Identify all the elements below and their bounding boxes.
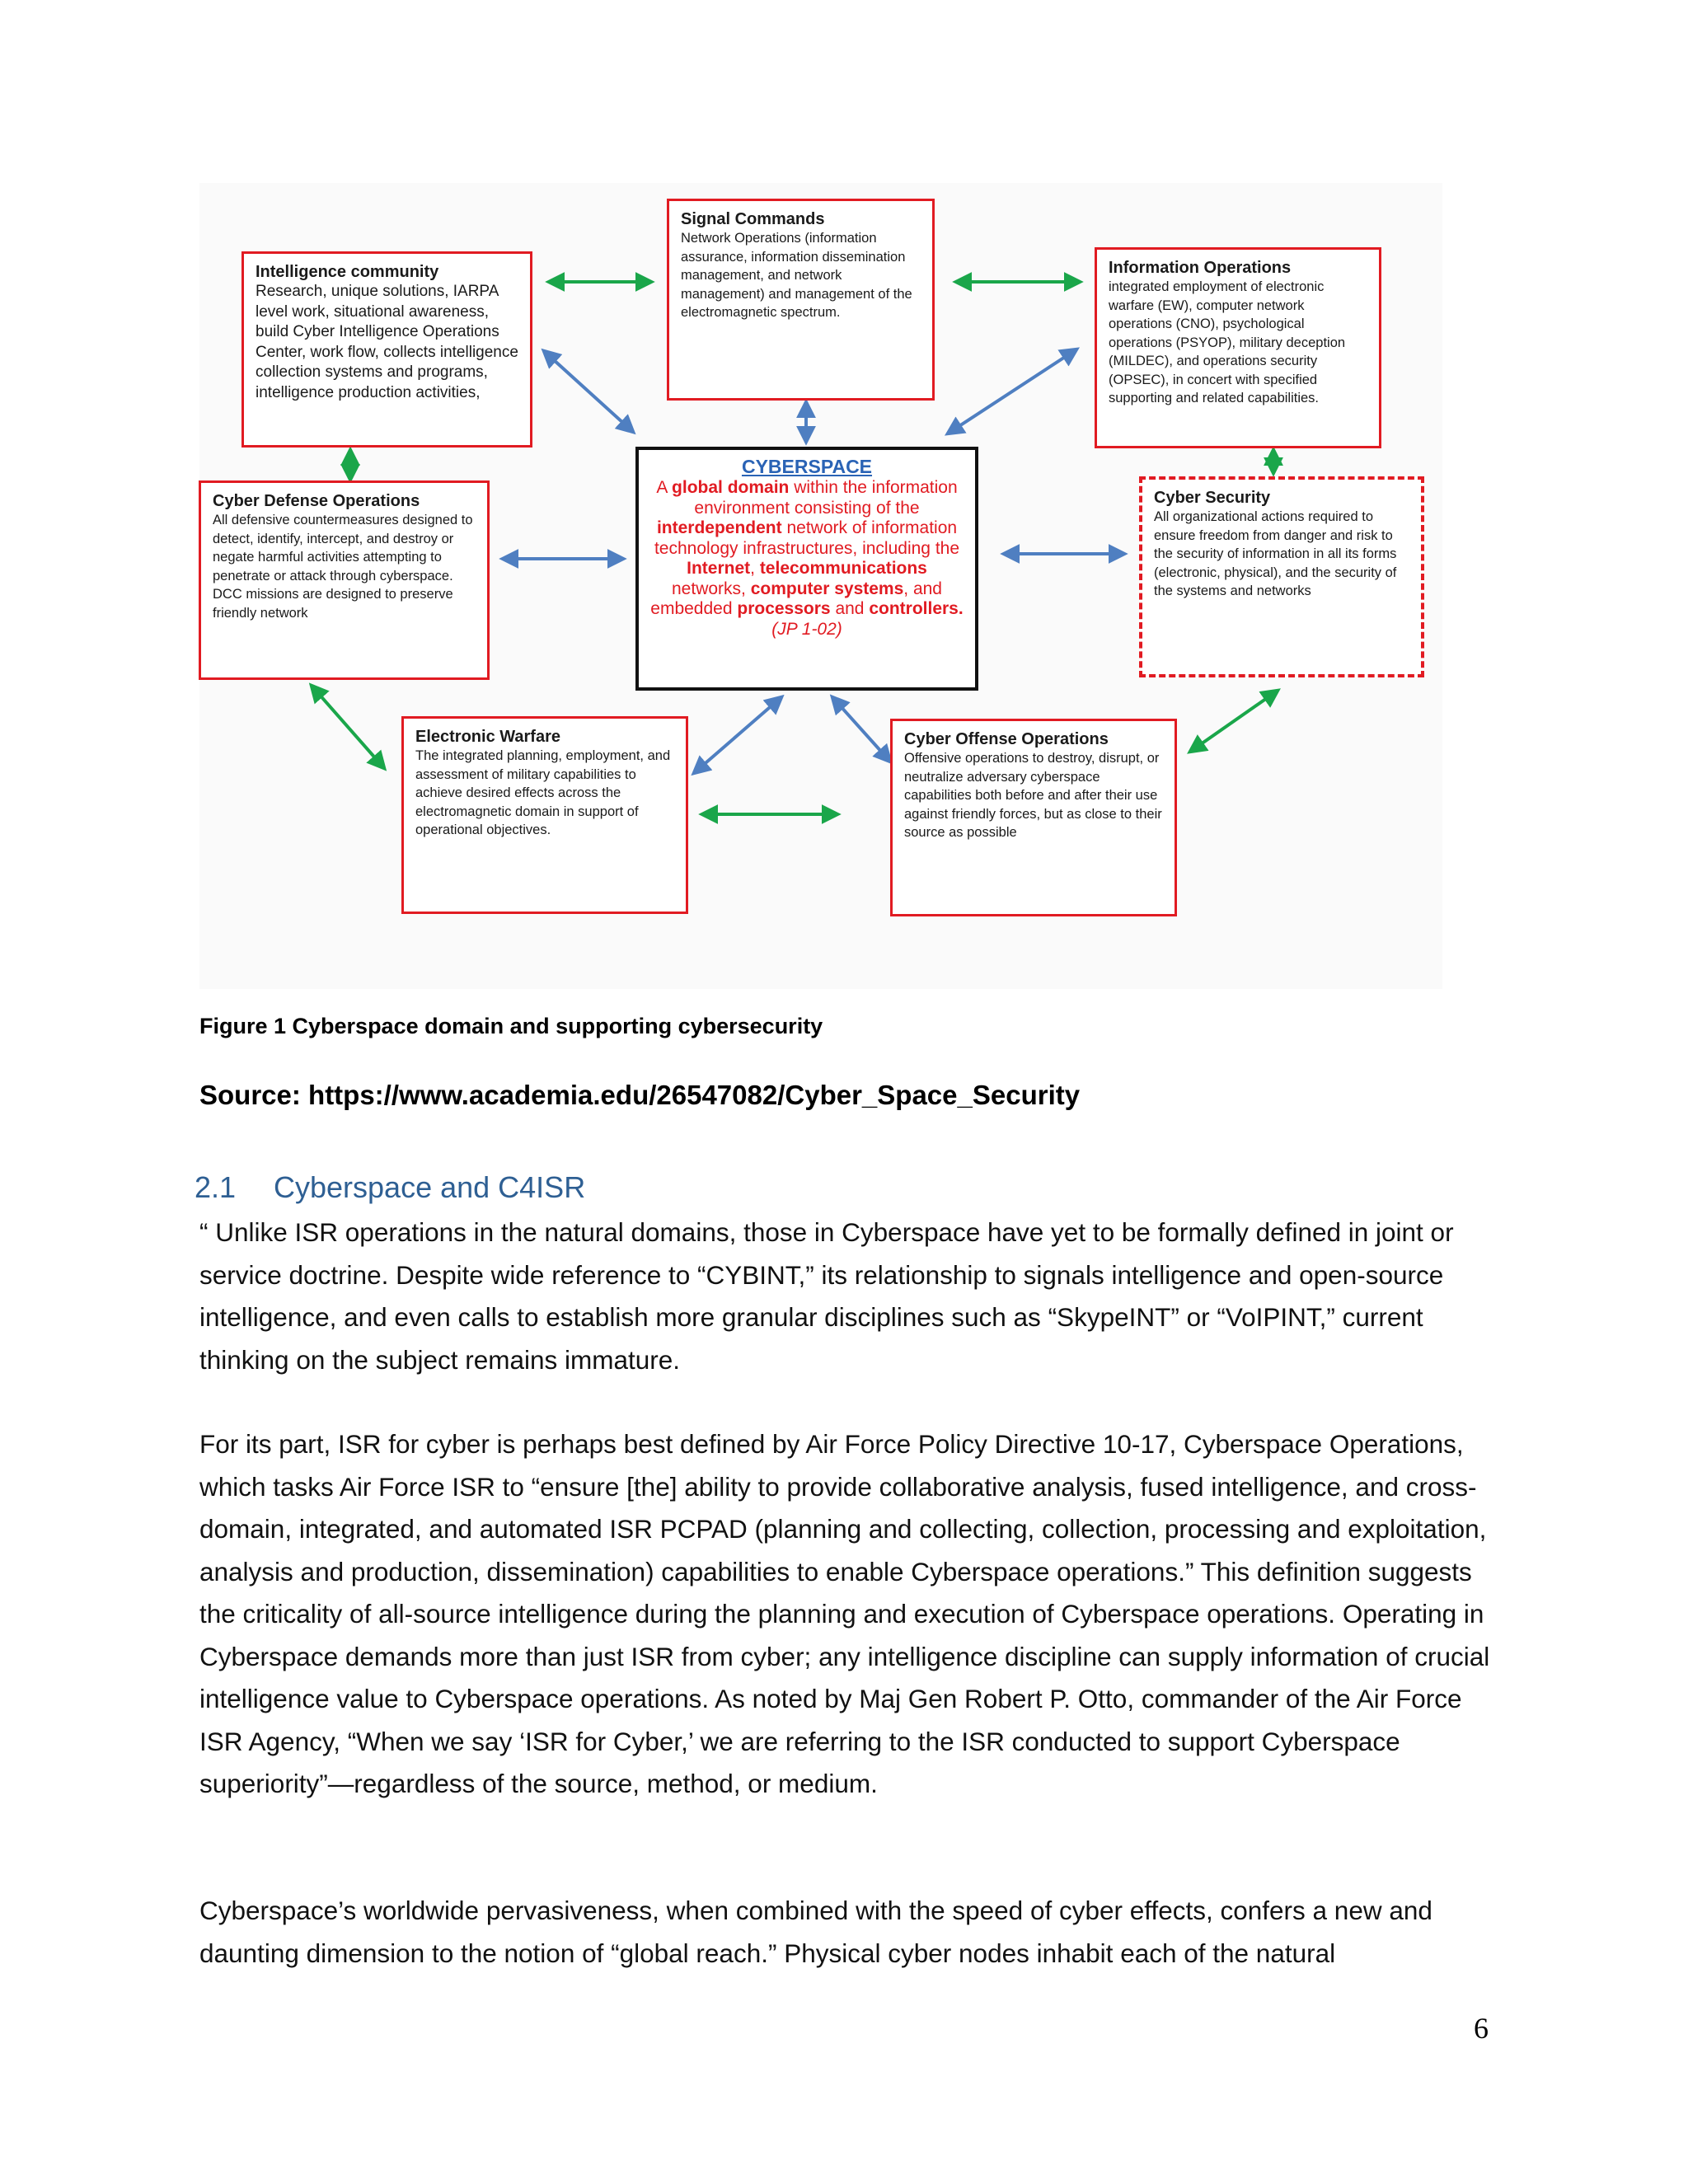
signal-commands-title: Signal Commands [681,210,825,228]
cyberspace-text-3: within the information environment consisting of the [694,478,958,518]
section-number: 2.1 [195,1170,237,1204]
cyber-defense-title: Cyber Defense Operations [213,492,420,510]
information-operations-box [1095,247,1381,448]
electronic-warfare-box [401,716,688,914]
cyberspace-text-11: , and embedded [650,579,942,618]
cyberspace-text-telecommunications: telecommunications [759,559,927,578]
cyber-security-body: All organizational actions required to ensure freedom from danger and risk to the security of information in all its forms (electronic, physical), and the security of the systems and networks [1154,509,1397,598]
cyber-offense-title: Cyber Offense Operations [904,730,1109,748]
cyberspace-text-internet: Internet [687,559,751,578]
paragraph-1: “ Unlike ISR operations in the natural domains, those in Cyberspace have yet to be formally defined in joint or service doctrine. Despite wide reference to “CYBINT,” its relationship to signals intelligence and open-source intelligence, and even calls to establish more granular disciplines such as “SkypeINT” or “VoIPINT,” current thinking on the subject remains immature. [199,1217,1454,1375]
cyberspace-text-5: network of information technology infrastructures, including the [654,518,960,558]
cyberspace-center-box [635,447,978,691]
information-operations-body: integrated employment of electronic warfare (EW), computer network operations (CNO), psychological operations (PSYOP), military deception (MILDEC), and operations security (OPSEC), in concert with specified supporting and related capabilities. [1109,279,1346,405]
cyber-offense-body: Offensive operations to destroy, disrupt, or neutralize adversary cyberspace capabilities both before and after their use against friendly forces, but as close to their source as possible [904,751,1162,840]
cyberspace-text-interdependent: interdependent [656,518,782,537]
paragraph-3: Cyberspace’s worldwide pervasiveness, when combined with the speed of cyber effects, confers a new and daunting dimension to the notion of “global reach.” Physical cyber nodes inhabit each of the natural [199,1896,1432,1968]
signal-commands-box [667,199,935,401]
intelligence-community-body: Research, unique solutions, IARPA level work, situational awareness, build Cyber Intelligence Operations Center, work flow, collects intelligence collection systems and programs, intelligence production activities, [256,283,518,401]
cyberspace-text-global-domain: global domain [672,478,790,497]
intelligence-community-title: Intelligence community [256,263,439,281]
section-title: Cyberspace and C4ISR [274,1170,586,1204]
cyberspace-text-9: networks, [672,579,751,598]
cyberspace-definition [650,478,964,640]
cyberspace-text-computer-systems: computer systems [750,579,904,598]
section-heading [195,1170,585,1205]
signal-commands-body: Network Operations (information assurance, information dissemination management, and network management) and management of the electromagnetic spectrum. [681,231,912,320]
figure-caption: Figure 1 Cyberspace domain and supporting cybersecurity [199,1014,823,1038]
cyberspace-text-controllers: controllers. [869,599,964,618]
cyberspace-text-13: and [830,599,870,618]
information-operations-title: Information Operations [1109,259,1292,277]
cyber-defense-box [199,480,490,680]
electronic-warfare-body: The integrated planning, employment, and assessment of military capabilities to achieve desired effects across the electromagnetic domain in support of operational objectives. [415,748,671,837]
page-number: 6 [1474,2012,1489,2045]
source-line: Source: https://www.academia.edu/26547082/Cyber_Space_Security [199,1080,1081,1110]
cyber-offense-box [890,719,1177,916]
cyberspace-title: CYBERSPACE [741,456,873,477]
cyber-defense-body: All defensive countermeasures designed to detect, identify, intercept, and destroy or negate harmful activities attempting to penetrate or attack through cyberspace. DCC missions are designed to preserve friendly network [213,513,473,621]
cyber-security-box [1139,476,1424,677]
cyberspace-text-7: , [750,559,760,578]
cyber-security-title: Cyber Security [1154,489,1271,507]
intelligence-community-box [241,251,532,448]
electronic-warfare-title: Electronic Warfare [415,728,560,746]
cyberspace-text-1: A [656,478,673,497]
cyberspace-text-processors: processors [737,599,831,618]
paragraph-2: For its part, ISR for cyber is perhaps best defined by Air Force Policy Directive 10-17, Cyberspace Operations, which tasks Air Force ISR to “ensure [the] ability to provide collaborative analysis, fused intelligence, and cross-domain, integrated, and automated ISR PCPAD (planning and collecting, collection, processing and exploitation, analysis and production, dissemination) capabilities to enable Cyberspace operations.” This definition suggests the criticality of all-source intelligence during the planning and execution of Cyberspace operations. Operating in Cyberspace demands more than just ISR from cyber; any intelligence discipline can supply information of crucial intelligence value to Cyberspace operations. As noted by Maj Gen Robert P. Otto, commander of the Air Force ISR Agency, “When we say ‘ISR for Cyber,’ we are referring to the ISR conducted to support Cyberspace superiority”—regardless of the source, method, or medium. [199,1429,1490,1798]
cyberspace-text-jp: (JP 1-02) [771,619,842,639]
